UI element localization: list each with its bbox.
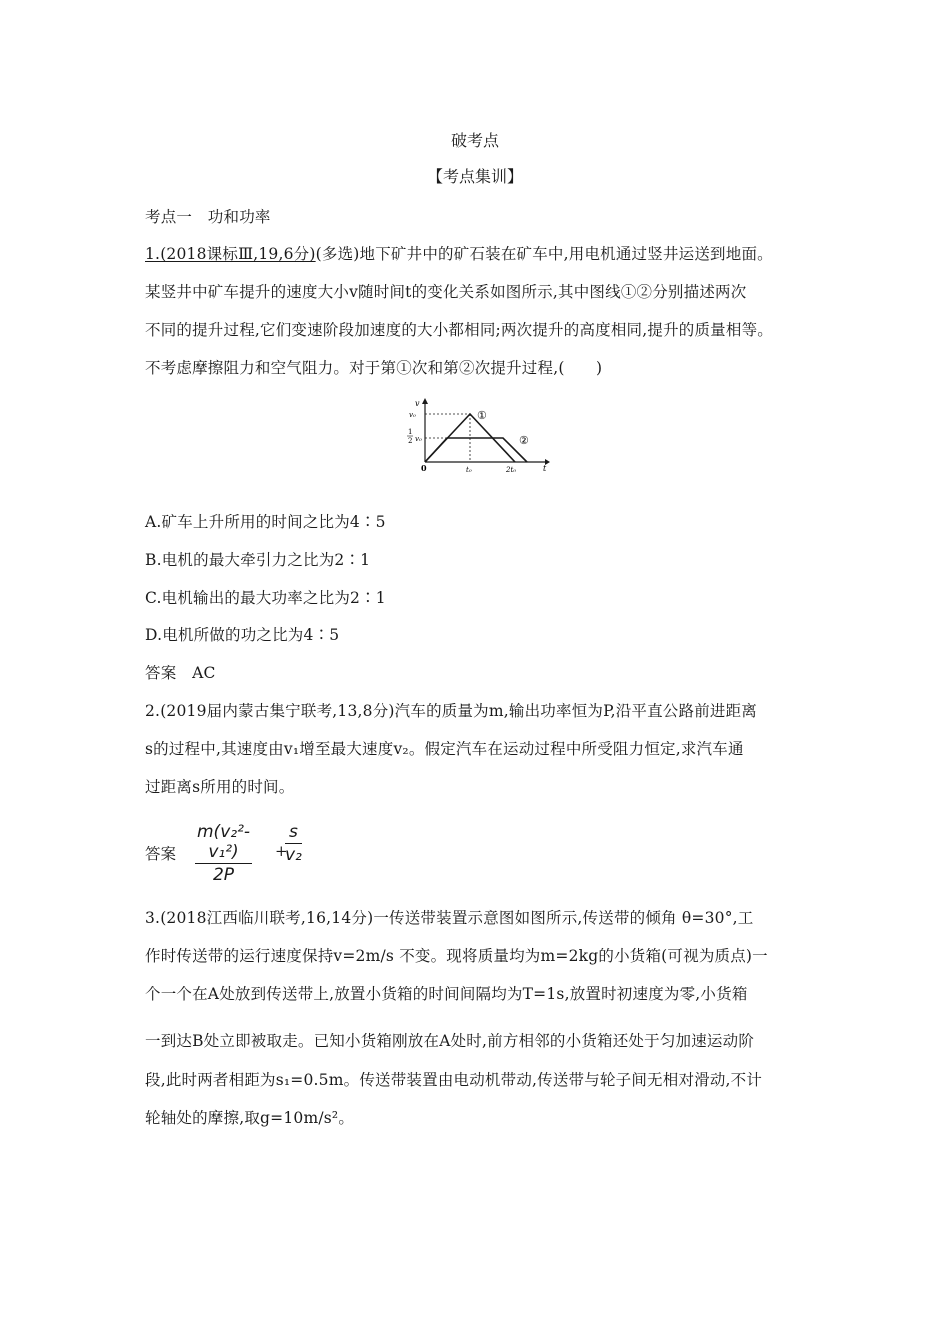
q3-line-4: 一到达B处立即被取走。已知小货箱刚放在A处时,前方相邻的小货箱还处于匀加速运动阶: [145, 1032, 755, 1050]
v0-label: v₀: [409, 411, 416, 419]
section-subtitle: 【考点集训】: [426, 167, 523, 186]
page-title: 破考点: [450, 131, 499, 150]
q1-line-3: 不同的提升过程,它们变速阶段加速度的大小都相同;两次提升的高度相同,提升的质量相等。: [145, 321, 773, 339]
half-den-label: 2: [408, 437, 413, 445]
q3-line-2: 作时传送带的运行速度保持v=2m/s 不变。现将质量均为m=2kg的小货箱(可视为质点)一: [145, 947, 768, 965]
q3-line-6: 轮轴处的摩擦,取g=10m/s²。: [145, 1109, 355, 1127]
q1-option-a: A.矿车上升所用的时间之比为4∶5: [145, 513, 386, 531]
y-axis-arrow-icon: [422, 398, 428, 404]
half-num-label: 1: [408, 428, 413, 436]
q2-line-3: 过距离s所用的时间。: [145, 778, 295, 796]
q1-answer: 答案 AC: [145, 664, 216, 682]
q3-line-3: 个一个在A处放到传送带上,放置小货箱的时间间隔均为T=1s,放置时初速度为零,小货箱: [145, 985, 748, 1003]
formula-plus: +: [275, 842, 288, 860]
half-v0-label: v₀: [415, 435, 422, 443]
y-axis-label: v: [415, 399, 420, 408]
q2-line-1: 2.(2019届内蒙古集宁联考,13,8分)汽车的质量为m,输出功率恒为P,沿平直公路前进距离: [145, 702, 758, 720]
q1-line-2: 某竖井中矿车提升的速度大小v随时间t的变化关系如图所示,其中图线①②分别描述两次: [145, 283, 747, 301]
curve-2-label: ②: [519, 434, 529, 447]
formula-numerator-1: m(v₂²-v₁²): [197, 822, 251, 862]
q1-line-1: [145, 242, 773, 264]
origin-label: 0: [421, 463, 427, 473]
q2-line-2: s的过程中,其速度由v₁增至最大速度v₂。假定汽车在运动过程中所受阻力恒定,求汽车通: [145, 740, 744, 758]
formula-denominator-2: v₂: [285, 845, 302, 865]
q1-source: 1.(2018课标Ⅲ,19,6分): [145, 245, 316, 263]
topic-heading: 考点一 功和功率: [145, 208, 271, 226]
formula-numerator-2: s: [285, 822, 302, 844]
q1-option-b: B.电机的最大牵引力之比为2∶1: [145, 551, 371, 569]
q1-option-c: C.电机输出的最大功率之比为2∶1: [145, 589, 386, 607]
q3-line-1: 3.(2018江西临川联考,16,14分)一传送带装置示意图如图所示,传送带的倾角 θ=30°,工: [145, 909, 754, 927]
formula-fraction-1: [195, 822, 252, 885]
q1-text-1: (多选)地下矿井中的矿石装在矿车中,用电机通过竖井运送到地面。: [315, 245, 773, 263]
x-axis-label: t: [543, 464, 547, 473]
q3-line-5: 段,此时两者相距为s₁=0.5m。传送带装置由电动机带动,传送带与轮子间无相对滑动,不计: [145, 1071, 763, 1089]
q1-line-4: 不考虑摩擦阻力和空气阻力。对于第①次和第②次提升过程,( ): [145, 359, 603, 377]
formula-fraction-2: [285, 822, 302, 865]
q2-answer-label: 答案: [145, 845, 177, 863]
q1-option-d: D.电机所做的功之比为4∶5: [145, 626, 340, 644]
curve-1-label: ①: [477, 409, 487, 422]
velocity-time-graph: [405, 396, 550, 476]
two-t0-label: 2t₀: [506, 466, 517, 474]
t0-label: t₀: [466, 466, 472, 474]
formula-denominator-1: 2P: [212, 865, 235, 885]
